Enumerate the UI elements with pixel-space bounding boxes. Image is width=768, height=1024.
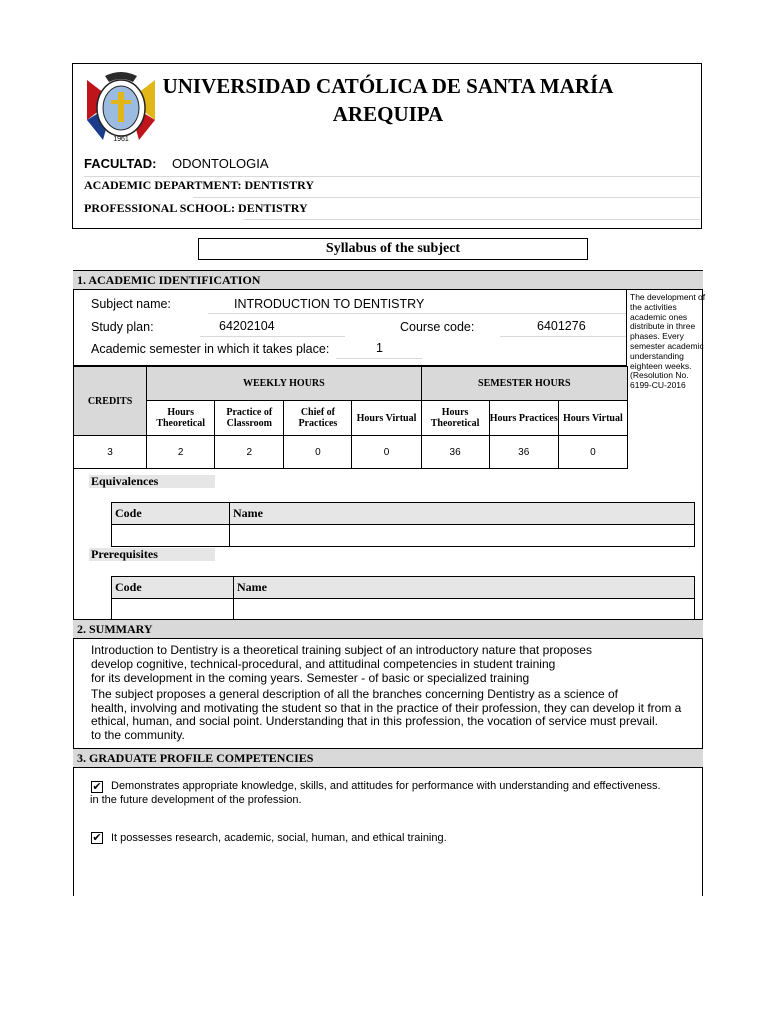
checkbox-checked-icon: ✔ xyxy=(92,781,102,793)
divider xyxy=(200,336,345,337)
sub-header: Hours Theoretical xyxy=(421,401,489,436)
divider xyxy=(208,313,626,314)
school-line: PROFESSIONAL SCHOOL: DENTISTRY xyxy=(84,201,308,215)
hours-value: 2 xyxy=(147,436,215,469)
code-cell xyxy=(112,599,234,621)
prerequisites-label: Prerequisites xyxy=(91,547,158,561)
sub-header: Practice of Classroom xyxy=(215,401,284,436)
department-line: ACADEMIC DEPARTMENT: DENTISTRY xyxy=(84,178,315,192)
hours-value: 0 xyxy=(284,436,352,469)
hours-value: 0 xyxy=(558,436,627,469)
name-header: Name xyxy=(234,577,695,599)
section-competencies: 3. GRADUATE PROFILE COMPETENCIES xyxy=(73,748,703,768)
subject-name-value: INTRODUCTION TO DENTISTRY xyxy=(234,297,425,311)
header-box xyxy=(72,63,702,229)
semester-hours-header: SEMESTER HOURS xyxy=(421,367,627,401)
hours-table xyxy=(73,366,628,469)
name-cell xyxy=(230,525,695,547)
study-plan-label: Study plan: xyxy=(91,320,154,334)
checkbox-checked-icon: ✔ xyxy=(92,832,102,844)
summary-line: to the community. xyxy=(91,727,185,742)
code-header: Code xyxy=(112,503,230,525)
summary-paragraph-1 xyxy=(91,643,592,685)
svg-text:1961: 1961 xyxy=(113,136,129,143)
divider xyxy=(84,176,700,177)
summary-line: health, involving and motivating the student so that in the practice of their profession, they can develop it from a xyxy=(91,700,682,715)
hours-value: 36 xyxy=(489,436,558,469)
code-header: Code xyxy=(112,577,234,599)
course-code-label: Course code: xyxy=(400,320,475,334)
sub-header: Hours Virtual xyxy=(352,401,421,436)
faculty-value: ODONTOLOGIA xyxy=(172,156,269,171)
prerequisites-table xyxy=(111,576,695,621)
competency-line: Demonstrates appropriate knowledge, skills, and attitudes for performance with understanding and effectiveness. xyxy=(111,780,661,792)
hours-value: 0 xyxy=(352,436,421,469)
course-code-value: 6401276 xyxy=(537,319,586,333)
sub-header: Hours Virtual xyxy=(558,401,627,436)
weekly-hours-header: WEEKLY HOURS xyxy=(147,367,421,401)
hours-value: 3 xyxy=(74,436,147,469)
side-note: The development of the activities academic ones distribute in three phases. Every semester academic understanding eighteen weeks. (Resolution No. 6199-CU-2016 xyxy=(630,292,706,391)
name-cell xyxy=(234,599,695,621)
syllabus-title: Syllabus of the subject xyxy=(198,238,588,260)
credits-header: CREDITS xyxy=(74,367,147,436)
hours-value: 2 xyxy=(215,436,284,469)
summary-line: for its development in the coming years. Semester - of basic or specialized training xyxy=(91,671,530,685)
university-name: UNIVERSIDAD CATÓLICA DE SANTA MARÍA xyxy=(162,74,614,98)
semester-value: 1 xyxy=(376,341,383,355)
hours-value: 36 xyxy=(421,436,489,469)
divider xyxy=(243,219,700,220)
competency-line: in the future development of the profession. xyxy=(90,794,302,806)
semester-label: Academic semester in which it takes place: xyxy=(91,342,330,356)
sub-header: Chief of Practices xyxy=(284,401,352,436)
name-header: Name xyxy=(230,503,695,525)
competency-2: It possesses research, academic, social, human, and ethical training. xyxy=(111,832,447,844)
university-city: AREQUIPA xyxy=(332,102,444,126)
section-summary: 2. SUMMARY xyxy=(73,619,703,639)
faculty-label: FACULTAD: xyxy=(84,156,157,171)
divider xyxy=(500,336,626,337)
subject-name-label: Subject name: xyxy=(91,297,171,311)
summary-line: develop cognitive, technical-procedural, and attitudinal competencies in student training xyxy=(91,657,556,671)
section-identification: 1. ACADEMIC IDENTIFICATION xyxy=(73,270,703,290)
code-cell xyxy=(112,525,230,547)
study-plan-value: 64202104 xyxy=(219,319,275,333)
competency-1 xyxy=(90,779,661,807)
sub-header: Hours Theoretical xyxy=(147,401,215,436)
summary-line: Introduction to Dentistry is a theoretical training subject of an introductory nature that proposes xyxy=(91,643,592,657)
equivalences-label: Equivalences xyxy=(91,474,159,488)
summary-paragraph-2 xyxy=(91,688,681,742)
divider xyxy=(336,358,422,359)
summary-line: ethical, human, and social point. Understanding that in this profession, the vocation of service must prevail. xyxy=(91,714,658,728)
sub-header: Hours Practices xyxy=(489,401,558,436)
summary-line: The subject proposes a general description of all the branches concerning Dentistry as a science of xyxy=(91,687,618,701)
divider xyxy=(193,197,700,198)
equivalences-table xyxy=(111,502,695,547)
